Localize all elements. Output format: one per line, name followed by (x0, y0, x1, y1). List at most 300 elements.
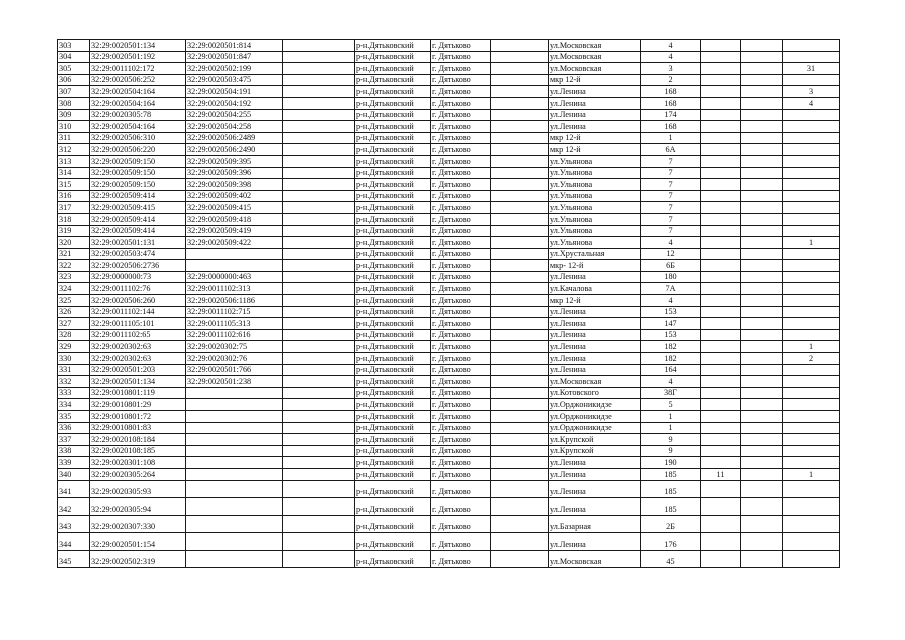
district-cell: р-н.Дятьковский (355, 144, 431, 156)
empty-cell-cell (491, 422, 549, 434)
district-cell: р-н.Дятьковский (355, 86, 431, 98)
empty-cell-cell (283, 306, 355, 318)
empty-cell-cell (283, 329, 355, 341)
cadastral-number-2-cell (186, 445, 283, 457)
cadastral-number-2-cell: 32:29:0020302:76 (186, 353, 283, 365)
city-cell: г. Дятьково (431, 109, 491, 121)
house-number-cell: 168 (641, 86, 701, 98)
district-cell: р-н.Дятьковский (355, 515, 431, 533)
house-number-cell: 2 (641, 74, 701, 86)
city-cell: г. Дятьково (431, 399, 491, 411)
house-number-cell: 185 (641, 498, 701, 516)
empty-cell-cell (491, 318, 549, 330)
empty-cell-cell (491, 271, 549, 283)
cadastral-number-cell: 32:29:0020108:184 (90, 434, 186, 446)
empty-cell-cell (283, 411, 355, 423)
empty-cell-cell (491, 40, 549, 52)
table-row (58, 51, 840, 63)
cadastral-number-cell: 32:29:0020501:154 (90, 533, 186, 551)
extra-3-cell (783, 155, 840, 167)
extra-2-cell (741, 97, 783, 109)
table-row (58, 387, 840, 399)
house-number-cell: 153 (641, 329, 701, 341)
extra-1-cell (701, 260, 741, 272)
house-number-cell: 4 (641, 40, 701, 52)
cadastral-number-2-cell: 32:29:0020509:398 (186, 179, 283, 191)
empty-cell-cell (283, 422, 355, 434)
empty-cell-cell (283, 74, 355, 86)
street-cell: мкр 12-й (549, 132, 641, 144)
extra-2-cell (741, 434, 783, 446)
house-number-cell: 7 (641, 202, 701, 214)
extra-3-cell: 4 (783, 97, 840, 109)
street-cell: ул.Ленина (549, 121, 641, 133)
extra-2-cell (741, 155, 783, 167)
district-cell: р-н.Дятьковский (355, 387, 431, 399)
cadastral-number-2-cell: 32:29:0020509:396 (186, 167, 283, 179)
street-cell: ул.Ленина (549, 533, 641, 551)
cadastral-number-2-cell (186, 457, 283, 469)
row-number-cell: 332 (58, 376, 90, 388)
city-cell: г. Дятьково (431, 260, 491, 272)
empty-cell-cell (283, 213, 355, 225)
city-cell: г. Дятьково (431, 306, 491, 318)
cadastral-number-cell: 32:29:0020307:330 (90, 515, 186, 533)
extra-3-cell (783, 167, 840, 179)
cadastral-number-2-cell: 32:29:0020504:258 (186, 121, 283, 133)
table-row (58, 341, 840, 353)
house-number-cell: 7 (641, 155, 701, 167)
row-number-cell: 311 (58, 132, 90, 144)
table-row (58, 364, 840, 376)
house-number-cell: 12 (641, 248, 701, 260)
house-number-cell: 5 (641, 399, 701, 411)
street-cell: ул.Ленина (549, 457, 641, 469)
empty-cell-cell (491, 376, 549, 388)
extra-2-cell (741, 515, 783, 533)
extra-2-cell (741, 213, 783, 225)
street-cell: ул.Ленина (549, 109, 641, 121)
row-number-cell: 335 (58, 411, 90, 423)
city-cell: г. Дятьково (431, 132, 491, 144)
row-number-cell: 338 (58, 445, 90, 457)
cadastral-number-2-cell: 32:29:0020502:199 (186, 63, 283, 75)
extra-1-cell (701, 86, 741, 98)
cadastral-number-2-cell: 32:29:0020509:395 (186, 155, 283, 167)
street-cell: ул.Ленина (549, 364, 641, 376)
cadastral-number-2-cell: 32:29:0020506:1186 (186, 295, 283, 307)
cadastral-number-cell: 32:29:0020509:415 (90, 202, 186, 214)
cadastral-number-2-cell: 32:29:0020509:419 (186, 225, 283, 237)
table-row (58, 411, 840, 423)
row-number-cell: 344 (58, 533, 90, 551)
city-cell: г. Дятьково (431, 364, 491, 376)
table-row (58, 155, 840, 167)
house-number-cell: 1 (641, 422, 701, 434)
city-cell: г. Дятьково (431, 515, 491, 533)
cadastral-number-2-cell (186, 422, 283, 434)
house-number-cell: 9 (641, 445, 701, 457)
house-number-cell: 185 (641, 480, 701, 498)
extra-2-cell (741, 86, 783, 98)
city-cell: г. Дятьково (431, 422, 491, 434)
table-row (58, 422, 840, 434)
cadastral-number-cell: 32:29:0000000:73 (90, 271, 186, 283)
extra-2-cell (741, 411, 783, 423)
city-cell: г. Дятьково (431, 97, 491, 109)
extra-3-cell (783, 329, 840, 341)
house-number-cell: 45 (641, 550, 701, 568)
district-cell: р-н.Дятьковский (355, 155, 431, 167)
empty-cell-cell (491, 434, 549, 446)
house-number-cell: 164 (641, 364, 701, 376)
empty-cell-cell (283, 63, 355, 75)
cadastral-number-cell: 32:29:0011102:65 (90, 329, 186, 341)
extra-1-cell (701, 283, 741, 295)
extra-3-cell (783, 121, 840, 133)
row-number-cell: 307 (58, 86, 90, 98)
table-row (58, 190, 840, 202)
table-row (58, 329, 840, 341)
city-cell: г. Дятьково (431, 40, 491, 52)
cadastral-number-cell: 32:29:0010801:119 (90, 387, 186, 399)
cadastral-number-cell: 32:29:0020509:150 (90, 167, 186, 179)
extra-2-cell (741, 341, 783, 353)
district-cell: р-н.Дятьковский (355, 480, 431, 498)
house-number-cell: 4 (641, 237, 701, 249)
row-number-cell: 324 (58, 283, 90, 295)
street-cell: ул.Качалова (549, 283, 641, 295)
empty-cell-cell (491, 498, 549, 516)
table-row (58, 515, 840, 533)
table-row (58, 271, 840, 283)
extra-3-cell (783, 387, 840, 399)
empty-cell-cell (491, 353, 549, 365)
extra-2-cell (741, 306, 783, 318)
table-row (58, 121, 840, 133)
house-number-cell: 7А (641, 283, 701, 295)
extra-1-cell (701, 248, 741, 260)
extra-3-cell (783, 480, 840, 498)
extra-3-cell (783, 533, 840, 551)
empty-cell-cell (491, 550, 549, 568)
city-cell: г. Дятьково (431, 533, 491, 551)
cadastral-number-cell: 32:29:0020506:252 (90, 74, 186, 86)
extra-3-cell (783, 179, 840, 191)
extra-1-cell (701, 271, 741, 283)
empty-cell-cell (283, 283, 355, 295)
extra-1-cell (701, 40, 741, 52)
cadastral-number-cell: 32:29:0010801:83 (90, 422, 186, 434)
row-number-cell: 345 (58, 550, 90, 568)
row-number-cell: 334 (58, 399, 90, 411)
extra-2-cell (741, 376, 783, 388)
district-cell: р-н.Дятьковский (355, 434, 431, 446)
house-number-cell: 4 (641, 376, 701, 388)
empty-cell-cell (283, 445, 355, 457)
cadastral-number-2-cell: 32:29:0020302:75 (186, 341, 283, 353)
empty-cell-cell (491, 225, 549, 237)
empty-cell-cell (283, 97, 355, 109)
empty-cell-cell (283, 533, 355, 551)
table-body (58, 40, 840, 568)
extra-3-cell (783, 248, 840, 260)
empty-cell-cell (283, 295, 355, 307)
cadastral-number-cell: 32:29:0020509:150 (90, 155, 186, 167)
city-cell: г. Дятьково (431, 295, 491, 307)
street-cell: ул.Московская (549, 63, 641, 75)
extra-3-cell (783, 271, 840, 283)
cadastral-number-cell: 32:29:0020504:164 (90, 86, 186, 98)
district-cell: р-н.Дятьковский (355, 225, 431, 237)
cadastral-number-2-cell: 32:29:0020504:191 (186, 86, 283, 98)
street-cell: ул.Ленина (549, 480, 641, 498)
cadastral-number-cell: 32:29:0020509:414 (90, 225, 186, 237)
empty-cell-cell (491, 306, 549, 318)
extra-2-cell (741, 422, 783, 434)
extra-1-cell (701, 97, 741, 109)
cadastral-number-2-cell: 32:29:0011102:616 (186, 329, 283, 341)
extra-3-cell (783, 318, 840, 330)
empty-cell-cell (283, 225, 355, 237)
empty-cell-cell (491, 457, 549, 469)
cadastral-number-2-cell: 32:29:0020509:418 (186, 213, 283, 225)
extra-1-cell (701, 387, 741, 399)
house-number-cell: 9 (641, 434, 701, 446)
street-cell: мкр 12-й (549, 74, 641, 86)
extra-1-cell (701, 295, 741, 307)
district-cell: р-н.Дятьковский (355, 364, 431, 376)
extra-2-cell (741, 364, 783, 376)
extra-1-cell (701, 399, 741, 411)
empty-cell-cell (491, 167, 549, 179)
empty-cell-cell (491, 329, 549, 341)
street-cell: ул.Ленина (549, 306, 641, 318)
house-number-cell: 174 (641, 109, 701, 121)
cadastral-number-cell: 32:29:0020501:203 (90, 364, 186, 376)
row-number-cell: 312 (58, 144, 90, 156)
cadastral-number-cell: 32:29:0020506:2736 (90, 260, 186, 272)
cadastral-number-2-cell: 32:29:0020501:238 (186, 376, 283, 388)
extra-2-cell (741, 271, 783, 283)
extra-1-cell (701, 109, 741, 121)
extra-1-cell (701, 225, 741, 237)
street-cell: ул.Орджоникидзе (549, 422, 641, 434)
street-cell: ул.Московская (549, 51, 641, 63)
extra-3-cell (783, 144, 840, 156)
row-number-cell: 309 (58, 109, 90, 121)
district-cell: р-н.Дятьковский (355, 376, 431, 388)
row-number-cell: 339 (58, 457, 90, 469)
street-cell: ул.Крупской (549, 434, 641, 446)
empty-cell-cell (283, 434, 355, 446)
table-row (58, 353, 840, 365)
cadastral-number-2-cell (186, 434, 283, 446)
table-row (58, 550, 840, 568)
extra-3-cell (783, 306, 840, 318)
street-cell: ул.Ленина (549, 498, 641, 516)
street-cell: ул.Ленина (549, 97, 641, 109)
extra-3-cell (783, 434, 840, 446)
house-number-cell: 6Б (641, 260, 701, 272)
cadastral-number-cell: 32:29:0020501:192 (90, 51, 186, 63)
table-row (58, 144, 840, 156)
extra-2-cell (741, 283, 783, 295)
empty-cell-cell (491, 295, 549, 307)
district-cell: р-н.Дятьковский (355, 468, 431, 480)
extra-1-cell (701, 202, 741, 214)
row-number-cell: 320 (58, 237, 90, 249)
cadastral-number-2-cell (186, 399, 283, 411)
cadastral-number-2-cell: 32:29:0020509:415 (186, 202, 283, 214)
extra-1-cell (701, 179, 741, 191)
extra-2-cell (741, 109, 783, 121)
extra-3-cell (783, 422, 840, 434)
house-number-cell: 147 (641, 318, 701, 330)
district-cell: р-н.Дятьковский (355, 167, 431, 179)
cadastral-number-2-cell: 32:29:0011105:313 (186, 318, 283, 330)
extra-3-cell: 1 (783, 468, 840, 480)
extra-1-cell (701, 74, 741, 86)
row-number-cell: 337 (58, 434, 90, 446)
row-number-cell: 313 (58, 155, 90, 167)
city-cell: г. Дятьково (431, 51, 491, 63)
district-cell: р-н.Дятьковский (355, 121, 431, 133)
extra-1-cell (701, 376, 741, 388)
cadastral-number-2-cell: 32:29:0011102:715 (186, 306, 283, 318)
house-number-cell: 182 (641, 353, 701, 365)
extra-1-cell (701, 422, 741, 434)
district-cell: р-н.Дятьковский (355, 457, 431, 469)
extra-2-cell (741, 457, 783, 469)
cadastral-number-2-cell (186, 480, 283, 498)
extra-2-cell (741, 353, 783, 365)
district-cell: р-н.Дятьковский (355, 202, 431, 214)
empty-cell-cell (283, 144, 355, 156)
row-number-cell: 308 (58, 97, 90, 109)
cadastral-number-cell: 32:29:0020501:134 (90, 376, 186, 388)
street-cell: ул.Орджоникидзе (549, 399, 641, 411)
cadastral-number-2-cell: 32:29:0020509:402 (186, 190, 283, 202)
empty-cell-cell (283, 387, 355, 399)
cadastral-number-cell: 32:29:0020509:414 (90, 213, 186, 225)
district-cell: р-н.Дятьковский (355, 179, 431, 191)
district-cell: р-н.Дятьковский (355, 40, 431, 52)
extra-1-cell (701, 445, 741, 457)
empty-cell-cell (491, 341, 549, 353)
empty-cell-cell (283, 190, 355, 202)
district-cell: р-н.Дятьковский (355, 550, 431, 568)
extra-1-cell (701, 306, 741, 318)
extra-2-cell (741, 237, 783, 249)
city-cell: г. Дятьково (431, 213, 491, 225)
table-row (58, 40, 840, 52)
extra-2-cell (741, 225, 783, 237)
house-number-cell: 185 (641, 468, 701, 480)
city-cell: г. Дятьково (431, 498, 491, 516)
row-number-cell: 310 (58, 121, 90, 133)
empty-cell-cell (283, 51, 355, 63)
extra-1-cell (701, 515, 741, 533)
empty-cell-cell (283, 341, 355, 353)
empty-cell-cell (283, 457, 355, 469)
table-row (58, 399, 840, 411)
table-row (58, 237, 840, 249)
extra-1-cell (701, 144, 741, 156)
district-cell: р-н.Дятьковский (355, 341, 431, 353)
cadastral-number-2-cell (186, 260, 283, 272)
row-number-cell: 306 (58, 74, 90, 86)
street-cell: ул.Ульянова (549, 167, 641, 179)
extra-3-cell (783, 515, 840, 533)
empty-cell-cell (283, 480, 355, 498)
extra-2-cell (741, 40, 783, 52)
city-cell: г. Дятьково (431, 341, 491, 353)
cadastral-number-2-cell: 32:29:0020506:2489 (186, 132, 283, 144)
extra-1-cell (701, 353, 741, 365)
table-row (58, 86, 840, 98)
extra-1-cell (701, 155, 741, 167)
extra-3-cell (783, 190, 840, 202)
house-number-cell: 7 (641, 190, 701, 202)
table-row (58, 445, 840, 457)
city-cell: г. Дятьково (431, 155, 491, 167)
cadastral-number-cell: 32:29:0020302:63 (90, 341, 186, 353)
extra-3-cell: 2 (783, 353, 840, 365)
district-cell: р-н.Дятьковский (355, 445, 431, 457)
cadastral-number-2-cell (186, 533, 283, 551)
empty-cell-cell (283, 202, 355, 214)
district-cell: р-н.Дятьковский (355, 422, 431, 434)
city-cell: г. Дятьково (431, 237, 491, 249)
extra-3-cell (783, 40, 840, 52)
cadastral-number-cell: 32:29:0020504:164 (90, 97, 186, 109)
extra-2-cell (741, 498, 783, 516)
empty-cell-cell (283, 132, 355, 144)
table-row (58, 306, 840, 318)
street-cell: ул.Хрустальная (549, 248, 641, 260)
extra-1-cell (701, 498, 741, 516)
extra-2-cell (741, 550, 783, 568)
district-cell: р-н.Дятьковский (355, 63, 431, 75)
cadastral-number-2-cell: 32:29:0020501:814 (186, 40, 283, 52)
house-number-cell: 7 (641, 225, 701, 237)
street-cell: мкр 12-й (549, 295, 641, 307)
cadastral-number-cell: 32:29:0020301:108 (90, 457, 186, 469)
cadastral-number-cell: 32:29:0020504:164 (90, 121, 186, 133)
extra-3-cell (783, 213, 840, 225)
cadastral-number-2-cell (186, 515, 283, 533)
house-number-cell: 38Г (641, 387, 701, 399)
street-cell: ул.Крупской (549, 445, 641, 457)
extra-1-cell (701, 318, 741, 330)
row-number-cell: 336 (58, 422, 90, 434)
city-cell: г. Дятьково (431, 434, 491, 446)
cadastral-number-2-cell: 32:29:0020504:255 (186, 109, 283, 121)
city-cell: г. Дятьково (431, 468, 491, 480)
row-number-cell: 328 (58, 329, 90, 341)
cadastral-number-cell: 32:29:0010801:72 (90, 411, 186, 423)
extra-3-cell (783, 457, 840, 469)
extra-1-cell (701, 457, 741, 469)
empty-cell-cell (283, 40, 355, 52)
street-cell: ул.Ульянова (549, 225, 641, 237)
empty-cell-cell (491, 63, 549, 75)
city-cell: г. Дятьково (431, 144, 491, 156)
cadastral-number-cell: 32:29:0020305:264 (90, 468, 186, 480)
city-cell: г. Дятьково (431, 271, 491, 283)
district-cell: р-н.Дятьковский (355, 51, 431, 63)
